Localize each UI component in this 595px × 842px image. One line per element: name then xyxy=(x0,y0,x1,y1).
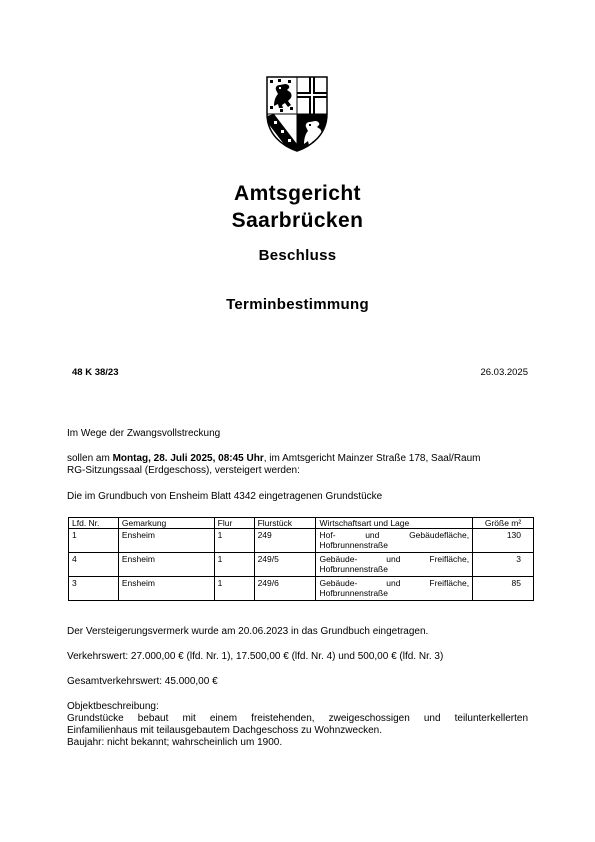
intro-text: Im Wege der Zwangsvollstreckung xyxy=(67,428,221,439)
coat-of-arms-icon xyxy=(266,76,328,152)
objekt-beschreibung xyxy=(67,701,528,749)
cell-wirtschaftsart xyxy=(316,577,473,601)
appointment-room: RG-Sitzungssaal (Erdgeschoss), versteigert werden: xyxy=(67,465,300,476)
cell-flur: 1 xyxy=(214,553,254,577)
table-header-row xyxy=(69,518,534,529)
appointment-prefix: sollen am xyxy=(67,453,113,464)
property-table xyxy=(68,517,534,601)
court-name-line2: Saarbrücken xyxy=(231,209,364,232)
cell-wirtschaftsart-line2: Hofbrunnenstraße xyxy=(319,564,388,574)
cell-flurstueck: 249/5 xyxy=(254,553,316,577)
cell-nr: 1 xyxy=(69,529,119,553)
cell-gemarkung: Ensheim xyxy=(118,577,214,601)
objekt-label: Objektbeschreibung: xyxy=(67,701,159,712)
column-header: Gemarkung xyxy=(118,518,214,529)
cell-groesse: 3 xyxy=(473,553,534,577)
table-row xyxy=(69,577,534,601)
document-date: 26.03.2025 xyxy=(480,367,528,378)
appointment-paragraph xyxy=(67,453,528,477)
cell-wirtschaftsart-line2: Hofbrunnenstraße xyxy=(319,540,388,550)
appointment-location: , im Amtsgericht Mainzer Straße 178, Saal/Raum xyxy=(263,453,481,464)
column-header: Lfd. Nr. xyxy=(69,518,119,529)
vermerk-text: Der Versteigerungsvermerk wurde am 20.06.2023 in das Grundbuch eingetragen. xyxy=(67,626,429,637)
cell-wirtschaftsart xyxy=(316,529,473,553)
table-row xyxy=(69,553,534,577)
grundbuch-intro: Die im Grundbuch von Ensheim Blatt 4342 eingetragenen Grundstücke xyxy=(67,491,383,502)
objekt-baujahr: Baujahr: nicht bekannt; wahrscheinlich um 1900. xyxy=(67,737,283,748)
appointment-datetime: Montag, 28. Juli 2025, 08:45 Uhr xyxy=(112,453,264,464)
cell-flurstueck: 249/6 xyxy=(254,577,316,601)
column-header: Flur xyxy=(214,518,254,529)
cell-wirtschaftsart-line1: Hof- und Gebäudefläche, xyxy=(319,530,470,540)
cell-gemarkung: Ensheim xyxy=(118,553,214,577)
cell-nr: 3 xyxy=(69,577,119,601)
document-subtitle: Terminbestimmung xyxy=(226,296,369,313)
cell-flur: 1 xyxy=(214,577,254,601)
cell-flurstueck: 249 xyxy=(254,529,316,553)
column-header: Wirtschaftsart und Lage xyxy=(316,518,473,529)
case-number: 48 K 38/23 xyxy=(72,367,119,378)
objekt-line2: Einfamilienhaus mit teilausgebautem Dachgeschoss zu Wohnzwecken. xyxy=(67,725,382,736)
cell-flur: 1 xyxy=(214,529,254,553)
cell-wirtschaftsart-line1: Gebäude- und Freifläche, xyxy=(319,554,470,564)
gesamtverkehrswert-text: Gesamtverkehrswert: 45.000,00 € xyxy=(67,676,218,687)
column-header: Größe m² xyxy=(473,518,534,529)
objekt-line1: Grundstücke bebaut mit einem freistehenden, zweigeschossigen und teilunterkellerten xyxy=(67,713,528,724)
document-title: Beschluss xyxy=(258,247,337,264)
cell-nr: 4 xyxy=(69,553,119,577)
cell-groesse: 85 xyxy=(473,577,534,601)
cell-groesse: 130 xyxy=(473,529,534,553)
court-name-line1: Amtsgericht xyxy=(234,182,361,205)
cell-wirtschaftsart xyxy=(316,553,473,577)
cell-wirtschaftsart-line2: Hofbrunnenstraße xyxy=(319,588,388,598)
column-header: Flurstück xyxy=(254,518,316,529)
verkehrswert-text: Verkehrswert: 27.000,00 € (lfd. Nr. 1), 17.500,00 € (lfd. Nr. 4) und 500,00 € (lfd. Nr. 3) xyxy=(67,651,444,662)
table-row xyxy=(69,529,534,553)
cell-gemarkung: Ensheim xyxy=(118,529,214,553)
cell-wirtschaftsart-line1: Gebäude- und Freifläche, xyxy=(319,578,470,588)
